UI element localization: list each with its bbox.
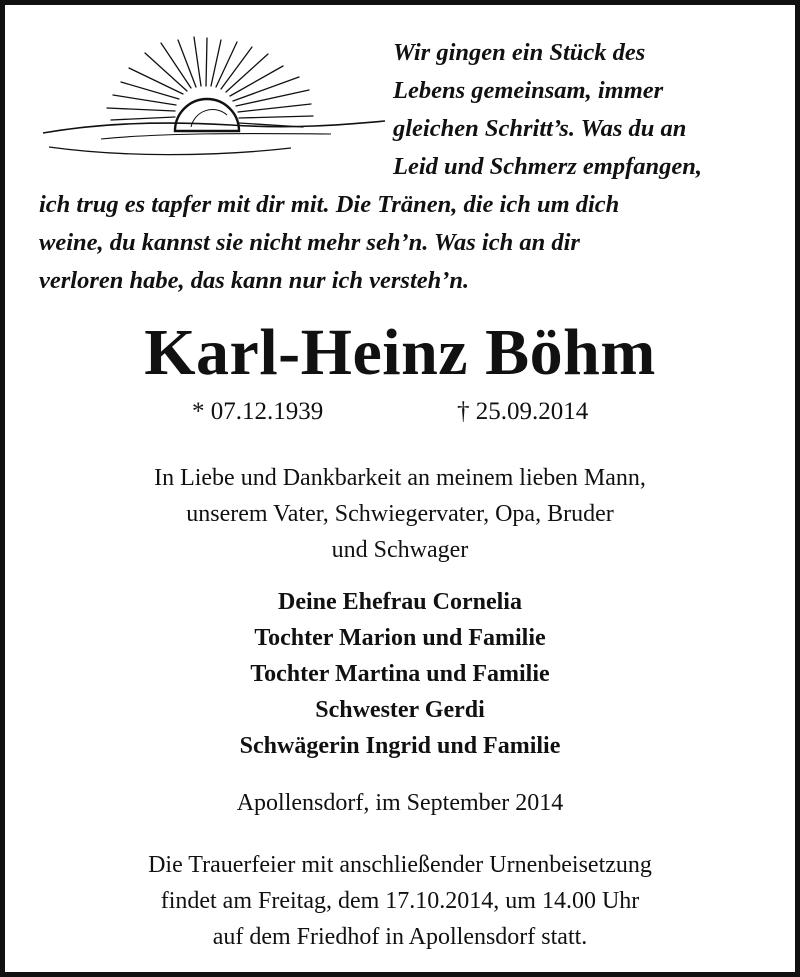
poem-line: Leid und Schmerz empfangen, [393,153,702,180]
poem-line: weine, du kannst sie nicht mehr seh’n. Was ich an dir [39,229,580,256]
sunrise-icon [41,35,387,165]
dedication-line: unserem Vater, Schwiegervater, Opa, Bruder [186,501,614,527]
birth-date: * 07.12.1939 [192,398,324,425]
service-line: findet am Freitag, dem 17.10.2014, um 14.00 Uhr [160,888,640,914]
death-date: † 25.09.2014 [457,398,589,425]
poem-line: ich trug es tapfer mit dir mit. Die Tränen, die ich um dich [39,191,620,218]
mourner: Schwägerin Ingrid und Familie [239,733,561,759]
service-line: Die Trauerfeier mit anschließender Urnenbeisetzung [148,852,652,878]
mourner: Schwester Gerdi [315,697,485,723]
poem-continuation [39,186,619,300]
poem-line: Wir gingen ein Stück des [393,39,646,66]
dedication-text [5,460,795,568]
poem-line: Lebens gemeinsam, immer [393,77,664,104]
mourner: Deine Ehefrau Cornelia [278,589,522,615]
poem-line: gleichen Schritt’s. Was du an [393,115,687,142]
mourner: Tochter Marion und Familie [254,625,546,651]
mourners-list [5,584,795,764]
dedication-line: In Liebe und Dankbarkeit an meinem lieben Mann, [154,465,646,491]
dedication-line: und Schwager [331,537,469,563]
service-info [5,847,795,955]
poem-line: verloren habe, das kann nur ich versteh’n. [39,267,470,294]
poem-opening [393,34,702,186]
service-line: auf dem Friedhof in Apollensdorf statt. [212,924,588,950]
deceased-name: Karl-Heinz Böhm [144,316,656,389]
mourner: Tochter Martina und Familie [250,661,550,687]
place-date: Apollensdorf, im September 2014 [236,790,564,816]
